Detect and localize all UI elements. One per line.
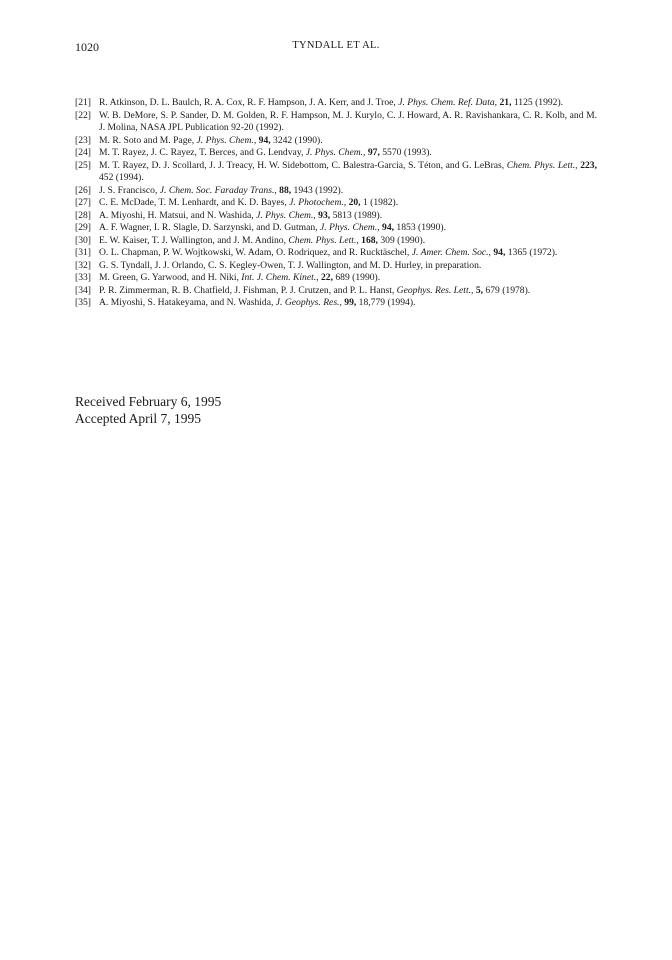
reference-number: [29] — [75, 222, 91, 233]
reference-fragment: A. F. Wagner, I. R. Slagle, D. Sarzynski, and D. Gutman, — [99, 222, 320, 233]
volume-number: 20, — [348, 197, 361, 208]
journal-name: Int. J. Chem. Kinet., — [241, 272, 319, 283]
volume-number: 5, — [475, 284, 484, 296]
reference-fragment: P. R. Zimmerman, R. B. Chatfield, J. Fishman, P. J. Crutzen, and P. L. Hanst, — [99, 284, 397, 296]
reference-fragment: 1125 (1992). — [511, 97, 564, 108]
journal-name: J. Phys. Chem., — [196, 134, 257, 146]
reference-entry — [75, 97, 597, 110]
reference-fragment: J. S. Francisco, — [99, 184, 160, 196]
volume-number: 99, — [344, 297, 357, 308]
reference-fragment: M. Green, G. Yarwood, and H. Niki, — [99, 272, 242, 283]
running-head: TYNDALL ET AL. — [292, 40, 380, 51]
page-number: 1020 — [75, 40, 99, 54]
reference-text — [99, 160, 597, 184]
reference-text — [99, 222, 446, 233]
volume-number: 94, — [258, 134, 271, 146]
volume-number: 93, — [318, 209, 331, 221]
volume-number: 21, — [499, 97, 512, 108]
volume-number: 94, — [382, 222, 395, 233]
reference-text — [99, 197, 398, 208]
volume-number: 223, — [580, 159, 597, 171]
reference-text — [99, 97, 563, 108]
reference-entry — [75, 247, 597, 260]
volume-number: 22, — [320, 272, 333, 283]
reference-entry — [75, 210, 597, 223]
reference-entry — [75, 147, 597, 160]
reference-text — [99, 135, 323, 146]
reference-number: [24] — [75, 147, 91, 158]
journal-name: J. Amer. Chem. Soc., — [411, 247, 491, 258]
reference-text — [99, 272, 380, 283]
accepted-date: Accepted April 7, 1995 — [75, 411, 201, 426]
reference-fragment: 1853 (1990). — [394, 222, 446, 233]
reference-entry — [75, 135, 597, 148]
journal-name: J. Phys. Chem., — [319, 222, 380, 233]
reference-entry — [75, 222, 597, 235]
journal-name: J. Geophys. Res., — [275, 297, 342, 308]
received-date: Received February 6, 1995 — [75, 394, 222, 409]
reference-text — [99, 147, 432, 158]
reference-fragment: E. W. Kaiser, T. J. Wallington, and J. M. Andino, — [99, 234, 289, 246]
reference-text — [99, 285, 530, 296]
journal-name: J. Phys. Chem. Ref. Data, — [398, 97, 498, 108]
reference-number: [35] — [75, 297, 91, 308]
journal-name: Geophys. Res. Lett., — [396, 284, 474, 296]
reference-entry — [75, 235, 597, 248]
reference-fragment: M. T. Rayez, D. J. Scollard, J. J. Treacy, H. W. Sidebottom, C. Balestra-Garcia, S. Téton, and G. LeBras, — [99, 159, 507, 171]
reference-number: [21] — [75, 97, 91, 108]
reference-number: [31] — [75, 247, 91, 258]
reference-fragment: M. R. Soto and M. Page, — [99, 134, 197, 146]
reference-entry — [75, 272, 597, 285]
reference-fragment: 1 (1982). — [360, 197, 399, 208]
reference-number: [23] — [75, 134, 91, 146]
journal-name: J. Phys. Chem., — [256, 209, 316, 221]
reference-text — [99, 210, 382, 221]
reference-number: [27] — [75, 197, 91, 208]
reference-fragment: 5813 (1989). — [330, 209, 383, 221]
reference-number: [34] — [75, 284, 91, 296]
journal-name: Chem. Phys. Lett., — [506, 159, 578, 171]
journal-name: Chem. Phys. Lett., — [288, 234, 359, 246]
reference-text — [99, 110, 597, 134]
reference-fragment: 679 (1978). — [483, 284, 531, 296]
reference-number: [25] — [75, 159, 91, 171]
reference-entry — [75, 185, 597, 198]
reference-entry — [75, 297, 597, 310]
reference-number: [30] — [75, 234, 91, 246]
reference-fragment: W. B. DeMore, S. P. Sander, D. M. Golden, R. F. Hampson, M. J. Kurylo, C. J. Howard, A. R. Ravishankara, C. R. Kolb, and M. J. Molina, NASA JPL Publication 92-20 (1992). — [99, 109, 597, 133]
journal-name: J. Phys. Chem., — [305, 147, 366, 158]
reference-fragment: 452 (1994). — [99, 172, 144, 183]
reference-text — [99, 260, 481, 271]
reference-entry — [75, 160, 597, 185]
reference-fragment: A. Miyoshi, H. Matsui, and N. Washida, — [99, 209, 257, 221]
reference-fragment: O. L. Chapman, P. W. Wojtkowski, W. Adam, O. Rodriquez, and R. Rucktäschel, — [99, 247, 412, 258]
journal-name: J. Photochem., — [289, 197, 347, 208]
reference-number: [28] — [75, 209, 91, 221]
volume-number: 94, — [493, 247, 506, 258]
reference-text — [99, 235, 425, 246]
reference-fragment: 18,779 (1994). — [356, 297, 416, 308]
volume-number: 168, — [361, 234, 378, 246]
reference-entry — [75, 260, 597, 273]
reference-fragment: 3242 (1990). — [270, 134, 323, 146]
reference-fragment: R. Atkinson, D. L. Baulch, R. A. Cox, R. F. Hampson, J. A. Kerr, and J. Troe, — [99, 97, 399, 108]
reference-fragment: M. T. Rayez, J. C. Rayez, T. Berces, and G. Lendvay, — [99, 147, 306, 158]
journal-name: J. Chem. Soc. Faraday Trans., — [159, 184, 277, 196]
reference-number: [26] — [75, 184, 91, 196]
reference-entry — [75, 110, 597, 135]
reference-fragment: 1943 (1992). — [291, 184, 344, 196]
reference-number: [22] — [75, 109, 91, 121]
reference-entry — [75, 197, 597, 210]
reference-fragment: C. E. McDade, T. M. Lenhardt, and K. D. Bayes, — [99, 197, 290, 208]
reference-fragment: A. Miyoshi, S. Hatakeyama, and N. Washida, — [99, 297, 276, 308]
reference-fragment: 689 (1990). — [332, 272, 381, 283]
article-dates — [75, 393, 221, 427]
reference-fragment: 1365 (1972). — [505, 247, 558, 258]
reference-fragment: 309 (1990). — [377, 234, 426, 246]
reference-text — [99, 185, 343, 196]
reference-fragment: 5570 (1993). — [379, 147, 432, 158]
volume-number: 88, — [279, 184, 292, 196]
reference-list — [75, 97, 597, 310]
reference-number: [32] — [75, 259, 91, 271]
reference-number: [33] — [75, 272, 91, 283]
volume-number: 97, — [367, 147, 380, 158]
reference-fragment: G. S. Tyndall, J. J. Orlando, C. S. Kegley-Owen, T. J. Wallington, and M. D. Hurley, in preparation. — [99, 259, 482, 271]
reference-text — [99, 297, 415, 308]
reference-text — [99, 247, 557, 258]
reference-entry — [75, 285, 597, 298]
